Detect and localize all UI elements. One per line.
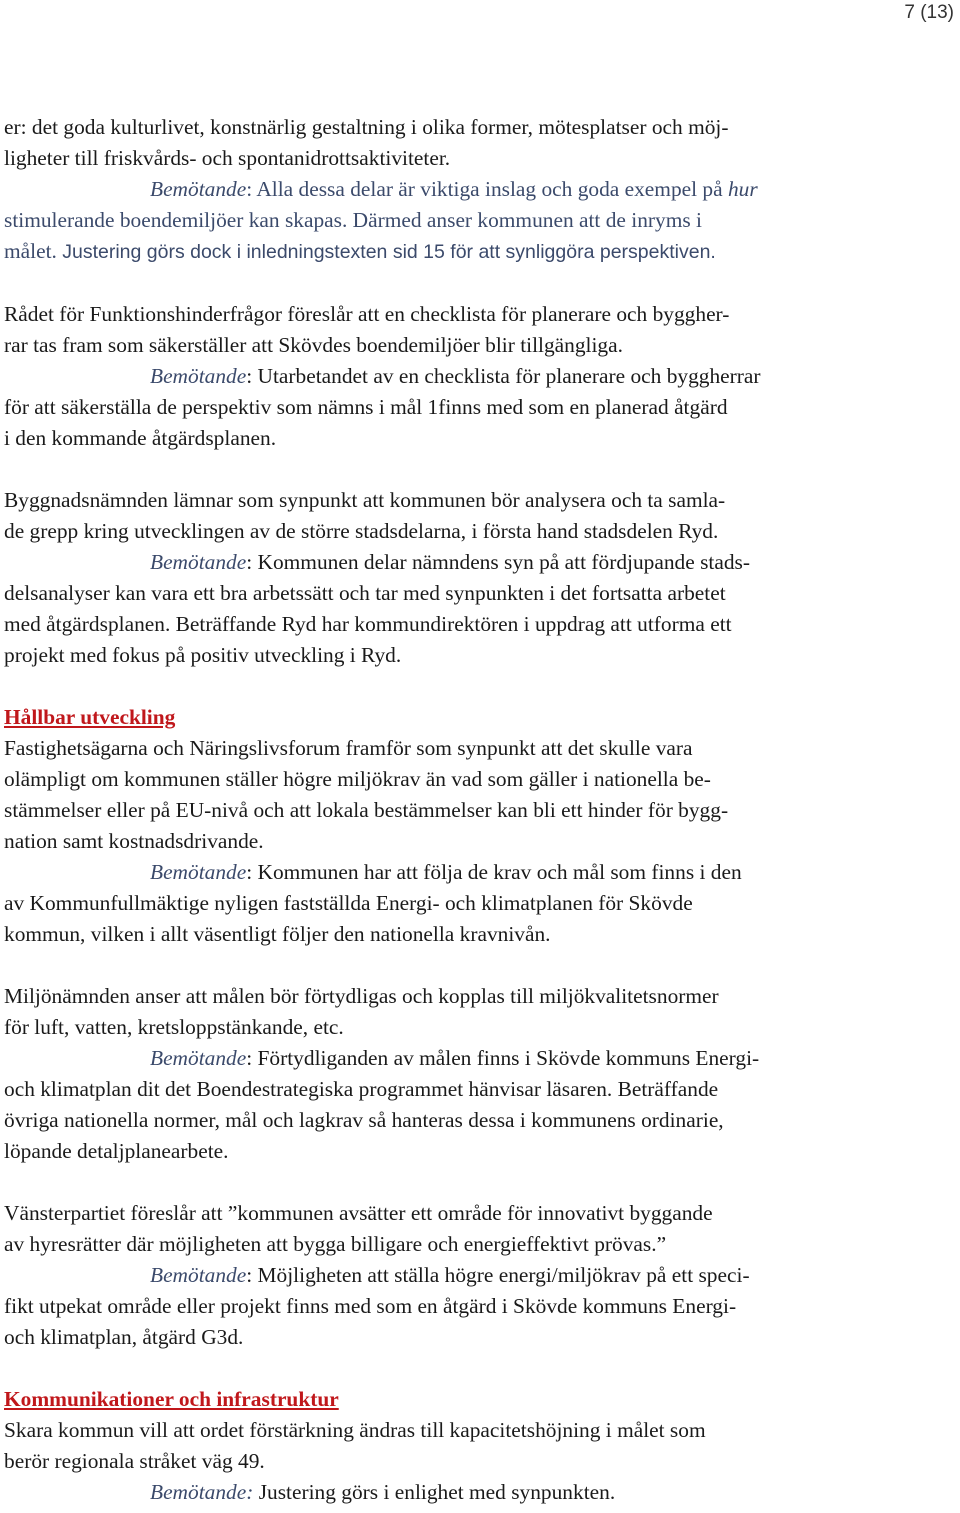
text-line: för att säkerställa de perspektiv som nämns i mål 1finns med som en planerad åtgärd [4,395,728,419]
text-line [4,547,934,578]
text-line [4,1043,934,1074]
text-line: för luft, vatten, kretsloppstänkande, etc. [4,1015,344,1039]
document-body [4,112,934,1508]
text-line: projekt med fokus på positiv utveckling i Ryd. [4,643,402,667]
section-heading-kommunikationer: Kommunikationer och infrastruktur [4,1387,339,1411]
text-line: av hyresrätter där möjligheten att bygga billigare och energieffektivt prövas.” [4,1232,667,1256]
response-text: : Kommunen har att följa de krav och mål som finns i den [246,860,742,884]
response-label: Bemötande [150,364,247,388]
response-text: : Alla dessa delar är viktiga inslag och goda exempel på [246,177,728,201]
text-line: nation samt kostnadsdrivande. [4,829,264,853]
text-line: berör regionala stråket väg 49. [4,1449,265,1473]
text-line: Skara kommun vill att ordet förstärkning ändras till kapacitetshöjning i målet som [4,1418,706,1442]
text-line: och klimatplan, åtgärd G3d. [4,1325,244,1349]
text-line: med åtgärdsplanen. Beträffande Ryd har kommundirektören i uppdrag att utforma ett [4,612,732,636]
text-line: olämpligt om kommunen ställer högre miljökrav än vad som gäller i nationella be- [4,767,711,791]
response-text: : Förtydliganden av målen finns i Skövde kommuns Energi- [246,1046,760,1070]
text-line: Fastighetsägarna och Näringslivsforum framför som synpunkt att det skulle vara [4,736,693,760]
response-text: : Utarbetandet av en checklista för planerare och byggherrar [246,364,761,388]
paragraph-skara [4,1415,934,1508]
text-line: och klimatplan dit det Boendestrategiska programmet hänvisar läsaren. Beträffande [4,1077,719,1101]
response-text: Justering görs i enlighet med synpunkten. [253,1480,616,1504]
text-line: delsanalyser kan vara ett bra arbetssätt och tar med synpunkten i det fortsatta arbetet [4,581,726,605]
text-line [4,1477,934,1508]
section-heading-hallbar-utveckling: Hållbar utveckling [4,705,176,729]
response-label: Bemötande [150,860,247,884]
response-text-sans: Justering görs dock i inledningstexten sid 15 för att synliggöra perspektiven. [62,241,716,263]
response-label: Bemötande [150,1263,247,1287]
text-line: er: det goda kulturlivet, konstnärlig gestaltning i olika former, mötesplatser och möj- [4,115,729,139]
text-line: Miljönämnden anser att målen bör förtydligas och kopplas till miljökvalitetsnormer [4,984,719,1008]
paragraph-miljonamnden [4,981,934,1167]
text-line: fikt utpekat område eller projekt finns med som en åtgärd i Skövde kommuns Energi- [4,1294,737,1318]
text-line: de grepp kring utvecklingen av de större stadsdelarna, i första hand stadsdelen Ryd. [4,519,719,543]
text-line: övriga nationella normer, mål och lagkrav så hanteras dessa i kommunens ordinarie, [4,1108,724,1132]
text-line: Byggnadsnämnden lämnar som synpunkt att kommunen bör analysera och ta samla- [4,488,726,512]
paragraph-fastighetsagarna [4,733,934,950]
paragraph-kultur [4,112,934,268]
text-line: löpande detaljplanearbete. [4,1139,229,1163]
page-number: 7 (13) [904,2,954,23]
response-text: : Kommunen delar nämndens syn på att fördjupande stads- [246,550,750,574]
text-line: rar tas fram som säkerställer att Skövdes boendemiljöer blir tillgängliga. [4,333,623,357]
paragraph-vansterpartiet [4,1198,934,1353]
text-line [4,857,934,888]
text-line [4,361,934,392]
response-text: : Möjligheten att ställa högre energi/miljökrav på ett speci- [246,1263,750,1287]
text-line: i den kommande åtgärdsplanen. [4,426,277,450]
response-label: Bemötande [150,177,247,201]
text-line [4,1260,934,1291]
paragraph-byggnadsnamnden [4,485,934,671]
text-line [4,174,934,205]
response-label: Bemötande: [150,1480,254,1504]
response-text: målet. [4,239,63,263]
text-line: av Kommunfullmäktige nyligen fastställda Energi- och klimatplanen för Skövde [4,891,693,915]
response-label: Bemötande [150,550,247,574]
text-line: stämmelser eller på EU-nivå och att lokala bestämmelser kan bli ett hinder för bygg- [4,798,729,822]
text-line: Vänsterpartiet föreslår att ”kommunen avsätter ett område för innovativt byggande [4,1201,713,1225]
text-line: kommun, vilken i allt väsentligt följer den nationella kravnivån. [4,922,551,946]
text-line: stimulerande boendemiljöer kan skapas. Därmed anser kommunen att de inryms i [4,208,702,232]
paragraph-funktionshinder [4,299,934,454]
text-line [4,236,934,268]
response-label: Bemötande [150,1046,247,1070]
text-line: Rådet för Funktionshinderfrågor föreslår att en checklista för planerare och byggher- [4,302,730,326]
emphasis: hur [727,177,758,201]
text-line: ligheter till friskvårds- och spontanidrottsaktiviteter. [4,146,451,170]
